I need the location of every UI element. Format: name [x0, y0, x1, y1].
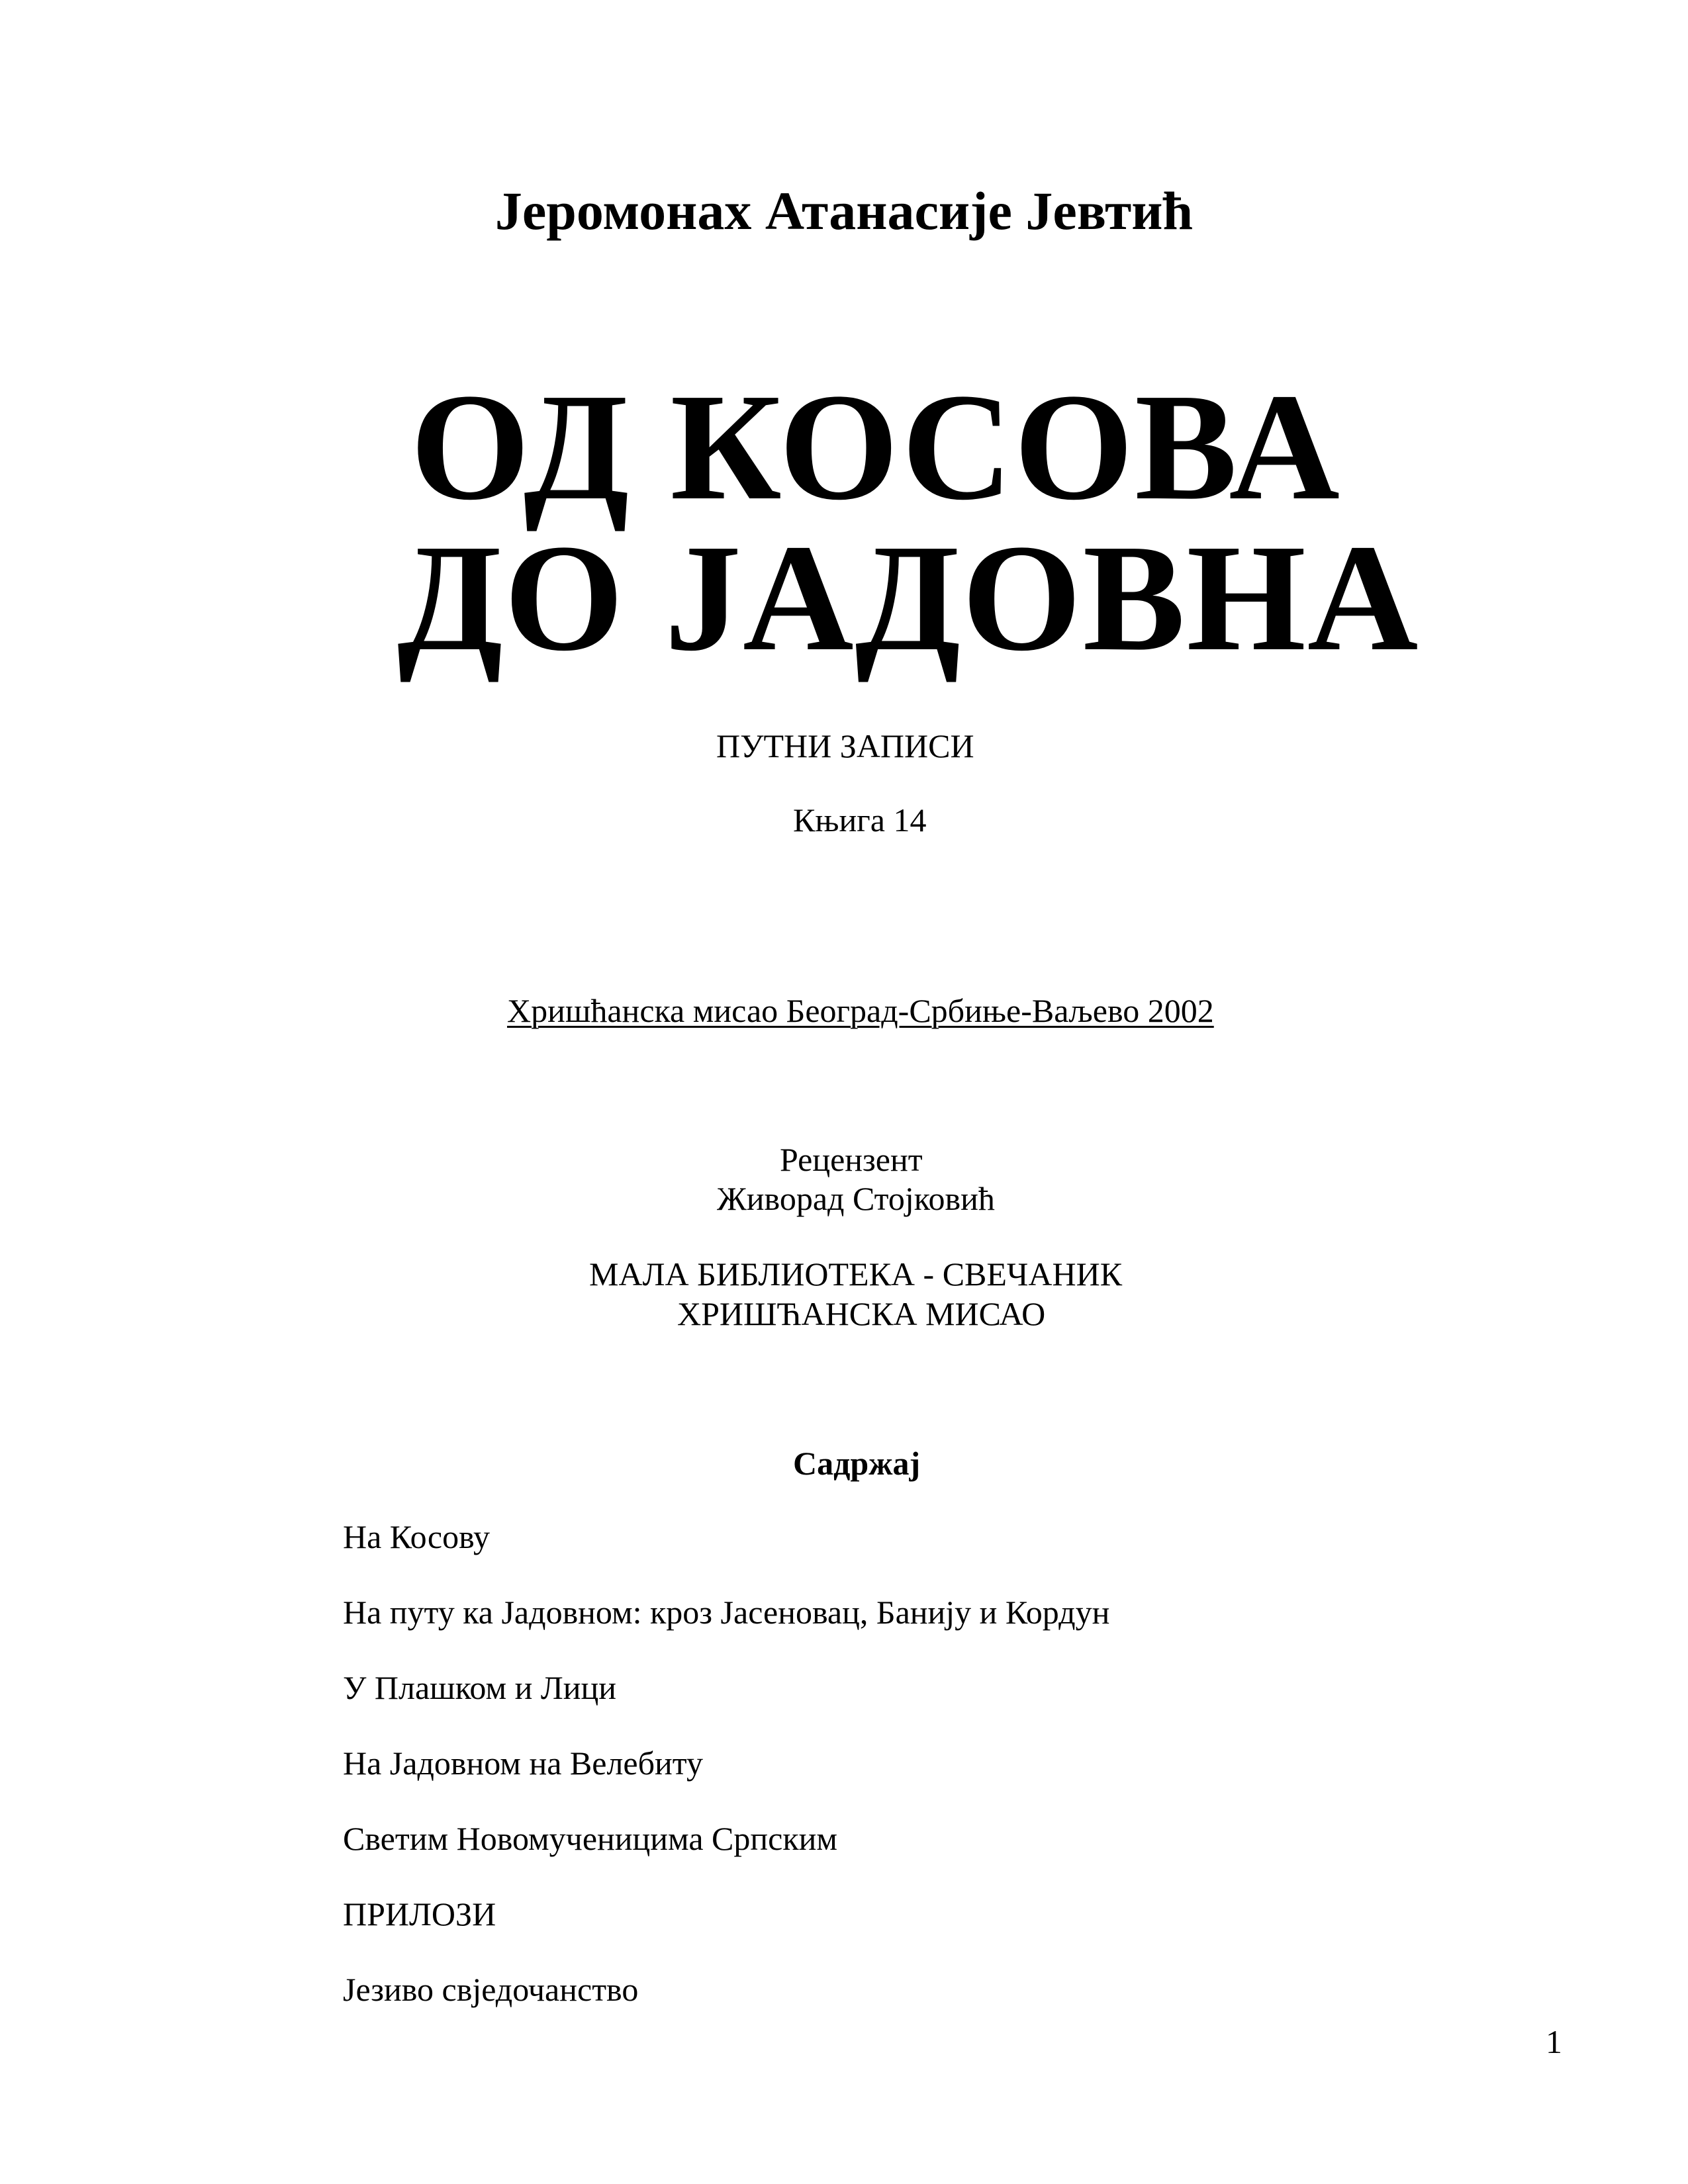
book-title-line-2: ДО ЈАДОВНА — [397, 513, 1420, 683]
publisher-line: Хришћанска мисао Београд-Србиње-Ваљево 2002 — [507, 992, 1214, 1029]
book-number: Књига 14 — [793, 801, 927, 839]
toc-item: У Плашком и Лици — [343, 1669, 617, 1706]
toc-item: На Јадовном на Велебиту — [343, 1745, 703, 1782]
series-line-2: ХРИШЋАНСКА МИСАО — [677, 1295, 1046, 1332]
page-number: 1 — [1546, 2023, 1562, 2060]
toc-item: Светим Новомученицима Српским — [343, 1820, 838, 1857]
table-of-contents — [343, 1520, 1109, 2048]
reviewer-label: Рецензент — [780, 1141, 923, 1178]
toc-item: На Косову — [343, 1518, 490, 1555]
toc-item: ПРИЛОЗИ — [343, 1895, 496, 1933]
contents-heading: Садржај — [793, 1445, 921, 1482]
reviewer-name: Живорад Стојковић — [717, 1180, 995, 1217]
book-title-line-1: ОД КОСОВА — [410, 362, 1341, 532]
author-name: Јеромонах Атанасије Јевтић — [494, 181, 1194, 241]
series-line-1: МАЛА БИБЛИОТЕКА - СВЕЧАНИК — [589, 1255, 1123, 1293]
toc-item: Језиво свједочанство — [343, 1971, 639, 2008]
toc-item: На путу ка Јадовном: кроз Јасеновац, Банију и Кордун — [343, 1594, 1110, 1631]
book-subtitle: ПУТНИ ЗАПИСИ — [716, 727, 974, 764]
